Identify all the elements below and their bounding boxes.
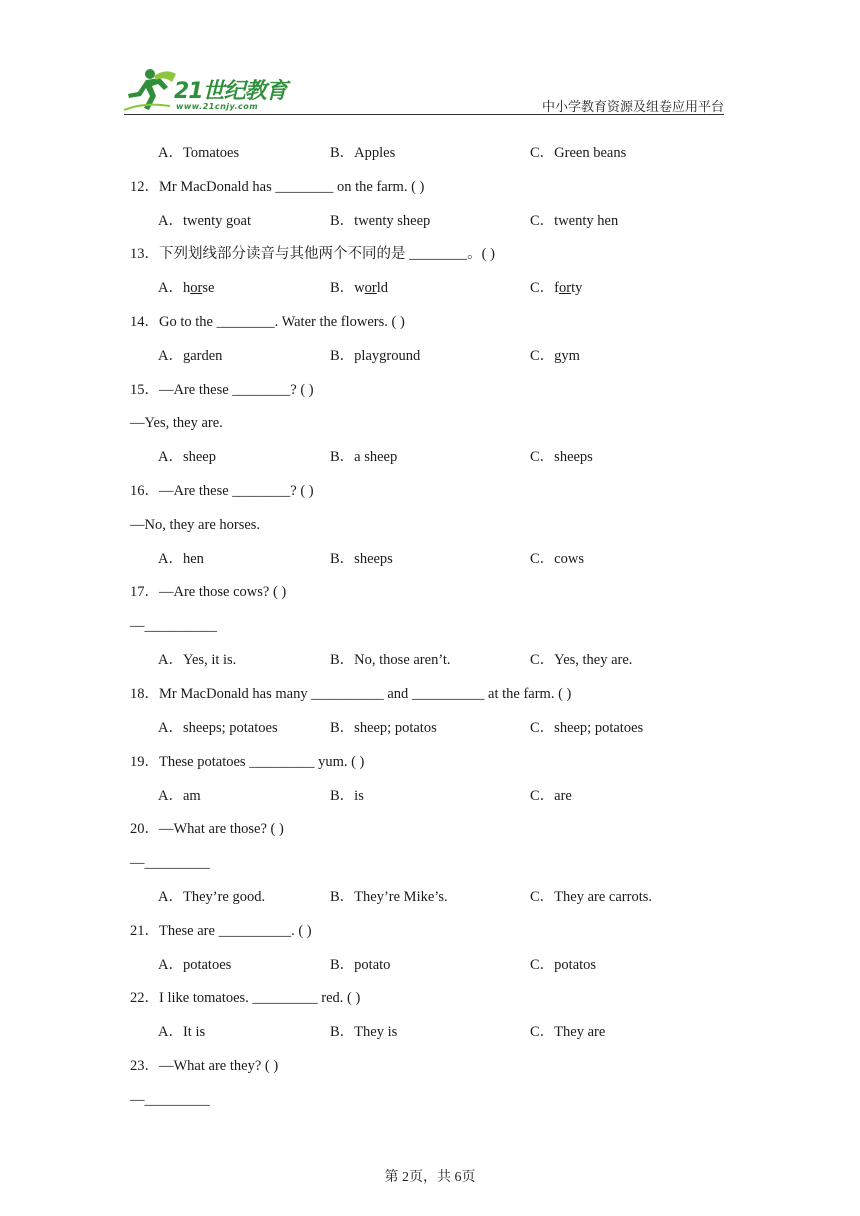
option-b: B．Apples [330,145,396,161]
question-stem: 12．Mr MacDonald has ________ on the farm. ( ) [130,179,425,195]
option-a: A．potatoes [158,957,232,973]
option-c: C．sheeps [530,449,593,465]
runner-logo-icon [124,66,180,114]
option-c: C．are [530,788,572,804]
option-a: A．am [158,788,201,804]
logo [124,66,294,116]
question-stem: 15．—Are these ________? ( ) [130,382,314,398]
question-stem: 21．These are __________. ( ) [130,923,312,939]
question-stem: 13．下列划线部分读音与其他两个不同的是 ________。( ) [130,246,495,262]
question-stem: 19．These potatoes _________ yum. ( ) [130,754,365,770]
option-b: B．playground [330,348,421,364]
page-header [0,0,860,120]
dialog-reply: —No, they are horses. [130,517,261,533]
question-stem: 22．I like tomatoes. _________ red. ( ) [130,990,361,1006]
option-b: B．is [330,788,364,804]
option-a: A．hen [158,551,204,567]
option-c: C．potatos [530,957,597,973]
option-a: A．twenty goat [158,213,252,229]
option-b: B．world [330,280,389,296]
option-c: C．forty [530,280,583,296]
option-b: B．They is [330,1024,398,1040]
option-a: A．sheep [158,449,216,465]
option-c: C．They are carrots. [530,889,652,905]
option-b: B．sheep; potatos [330,720,437,736]
option-a: A．They’re good. [158,889,266,905]
option-b: B．potato [330,957,391,973]
dialog-reply: —Yes, they are. [130,415,223,431]
option-a: A．Tomatoes [158,145,240,161]
option-b: B．a sheep [330,449,398,465]
option-b: B．No, those aren’t. [330,652,451,668]
option-c: C．gym [530,348,580,364]
logo-text: 21世纪教育 [174,79,287,104]
dialog-reply: —_________ [130,855,210,871]
page-footer: 第 2页，共 6页 [384,1170,476,1185]
question-stem: 17．—Are those cows? ( ) [130,584,287,600]
question-stem: 16．—Are these ________? ( ) [130,483,314,499]
option-c: C．Yes, they are. [530,652,633,668]
logo-url: www.21cnjy.com [176,102,259,111]
option-a: A．It is [158,1024,206,1040]
option-b: B．sheeps [330,551,393,567]
option-a: A．garden [158,348,223,364]
option-c: C．sheep; potatoes [530,720,644,736]
option-c: C．They are [530,1024,606,1040]
question-stem: 23．—What are they? ( ) [130,1058,279,1074]
header-divider [124,114,724,115]
site-name: 中小学教育资源及组卷应用平台 [541,99,724,114]
option-c: C．Green beans [530,145,627,161]
option-c: C．cows [530,551,584,567]
option-a: A．Yes, it is. [158,652,237,668]
option-b: B．twenty sheep [330,213,431,229]
option-a: A．sheeps; potatoes [158,720,278,736]
option-b: B．They’re Mike’s. [330,889,448,905]
option-a: A．horse [158,280,215,296]
dialog-reply: —_________ [130,1092,210,1108]
dialog-reply: —__________ [130,618,217,634]
question-stem: 14．Go to the ________. Water the flowers. ( ) [130,314,405,330]
option-c: C．twenty hen [530,213,619,229]
question-stem: 20．—What are those? ( ) [130,821,284,837]
question-stem: 18．Mr MacDonald has many __________ and __________ at the farm. ( ) [130,686,572,702]
